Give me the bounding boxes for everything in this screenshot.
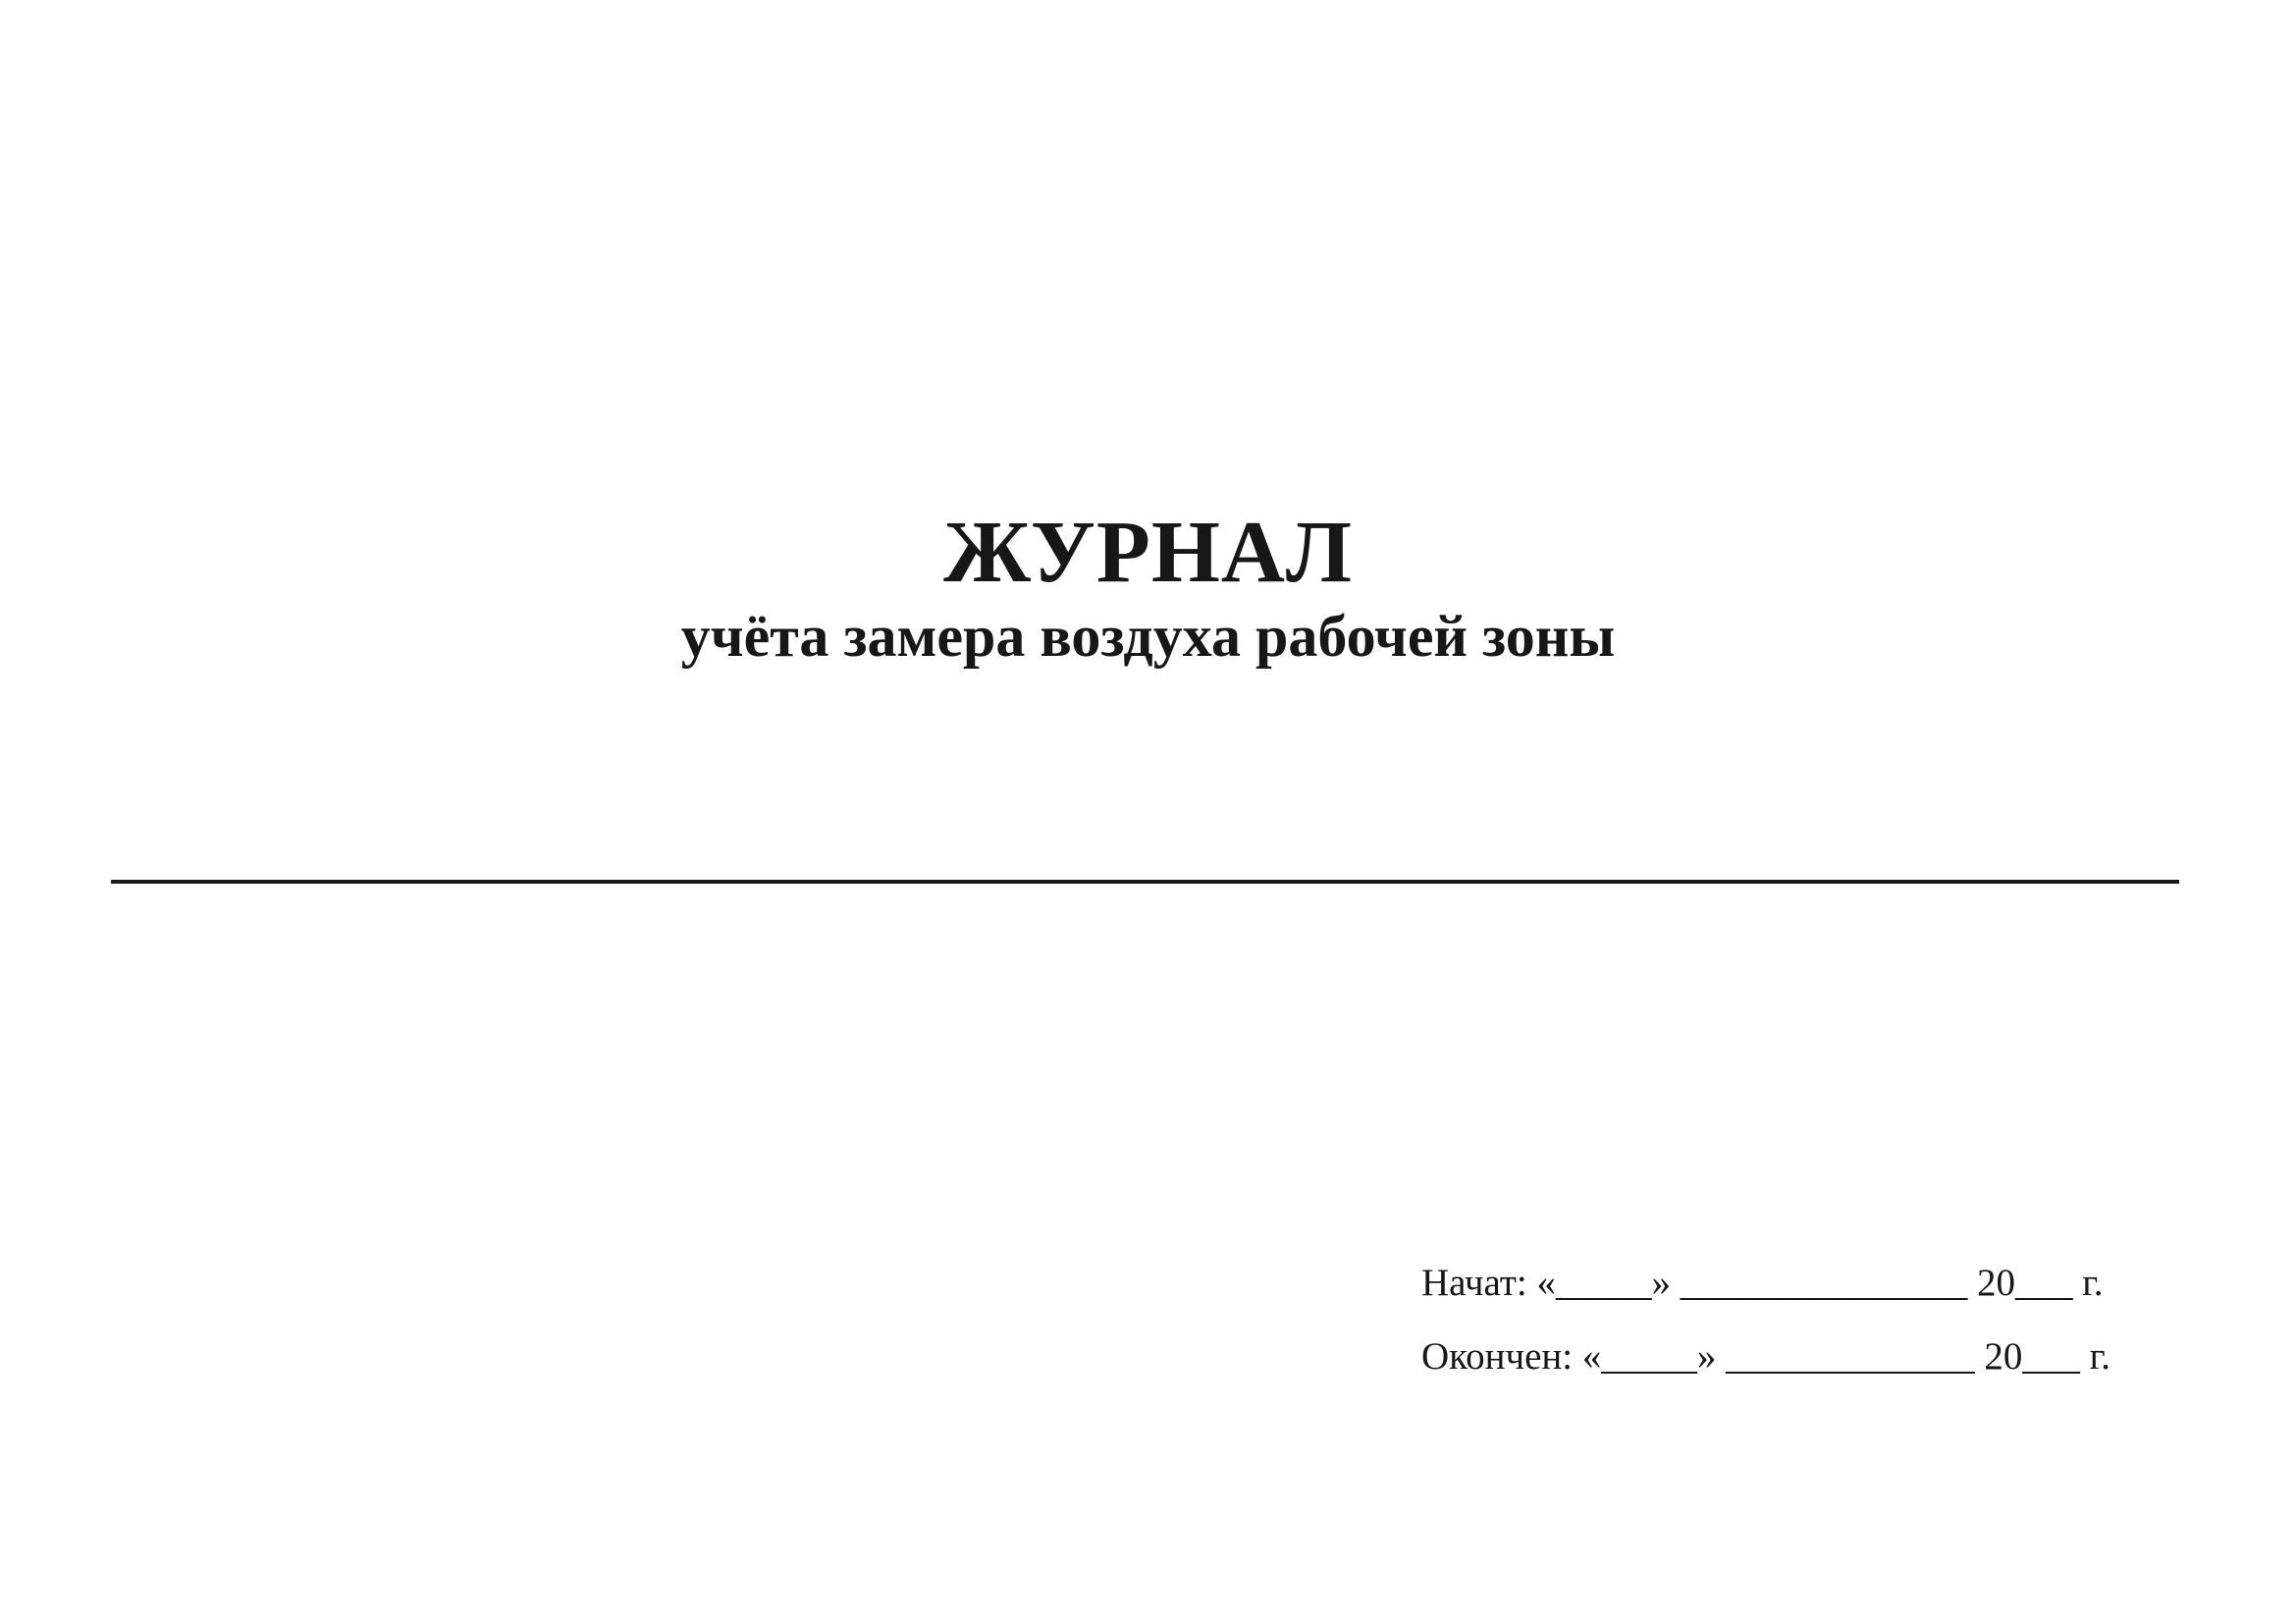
finished-date-line: Окончен: «_____» _____________ 20___ г.: [1421, 1335, 2110, 1378]
document-title: ЖУРНАЛ: [943, 504, 1353, 601]
started-date-line: Начат: «_____» _______________ 20___ г.: [1421, 1262, 2104, 1304]
date-fields-block: [1421, 1246, 2167, 1393]
divider-line: [111, 880, 2179, 884]
heading-block: [0, 504, 2296, 669]
document-subtitle: учёта замера воздуха рабочей зоны: [680, 603, 1616, 669]
